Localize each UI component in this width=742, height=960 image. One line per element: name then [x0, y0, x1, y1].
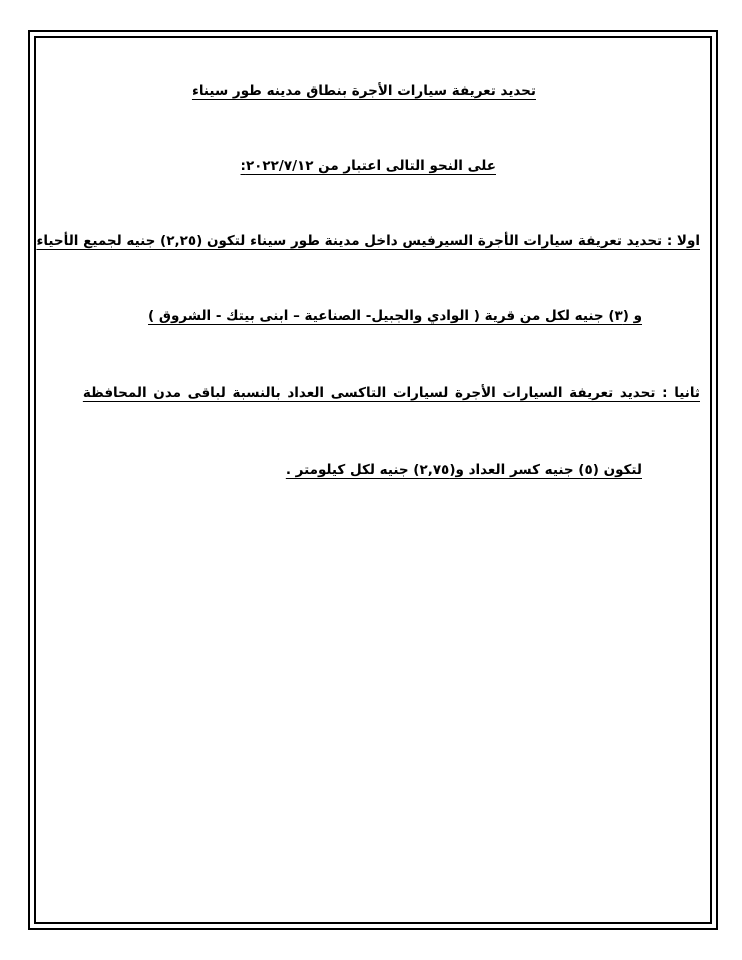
second-clause-line-2: لتكون (٥) جنيه كسر العداد و(٢,٧٥) جنيه لكل كيلومتر .: [285, 462, 642, 478]
second-clause-line-1: ثانيا : تحديد تعريفة السيارات الأجرة لسيارات التاكسى العداد بالنسبة لباقى مدن المحافظة: [82, 385, 700, 401]
first-clause-line-1: اولا : تحديد تعريفة سيارات الأجرة السيرفيس داخل مدينة طور سيناء لتكون (٢,٢٥) جنيه لجميع الأحياء: [36, 233, 700, 249]
first-clause-line-2: و (٣) جنيه لكل من قرية ( الوادي والجبيل- الصناعية – ابنى بيتك - الشروق ): [148, 308, 642, 324]
document-title: تحديد تعريفة سيارات الأجرة بنطاق مدينه طور سيناء: [191, 83, 536, 99]
effective-date-line: على النحو التالى اعتبار من ٢٠٢٢/٧/١٢:: [240, 158, 496, 174]
